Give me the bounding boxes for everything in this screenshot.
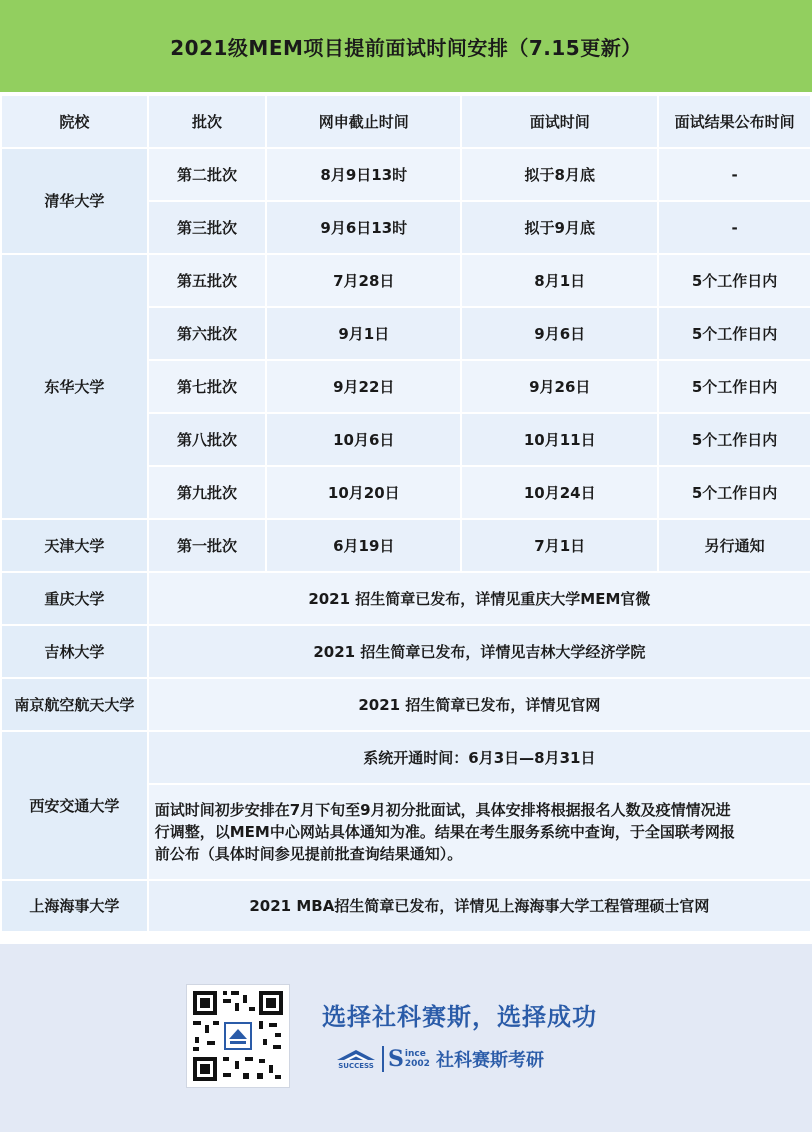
deadline-cell: 9月6日13时 — [267, 202, 460, 253]
info-cell: 2021 招生简章已发布，详情见官网 — [149, 679, 810, 730]
logo-text: SUCCESS — [338, 1061, 374, 1070]
brand-logo — [336, 1044, 544, 1074]
interview-cell: 9月6日 — [462, 308, 657, 359]
info-cell: 2021 招生简章已发布，详情见吉林大学经济学院 — [149, 626, 810, 677]
brand-name: 社科赛斯考研 — [435, 1050, 544, 1071]
result-cell: 5个工作日内 — [659, 361, 810, 412]
header-school: 院校 — [2, 96, 147, 147]
detail-line: 面试时间初步安排在7月下旬至9月初分批面试，具体安排将根据报名人数及疫情情况进 — [154, 801, 731, 819]
info-cell: 2021 招生简章已发布，详情见重庆大学MEM官微 — [149, 573, 810, 624]
header-result: 面试结果公布时间 — [659, 96, 810, 147]
interview-cell: 拟于9月底 — [462, 202, 657, 253]
deadline-cell: 9月1日 — [267, 308, 460, 359]
result-cell: 5个工作日内 — [659, 414, 810, 465]
batch-cell: 第八批次 — [149, 414, 266, 465]
table-row — [2, 149, 810, 200]
qr-code-icon — [186, 984, 290, 1088]
table-row — [2, 881, 810, 931]
deadline-cell: 7月28日 — [267, 255, 460, 306]
batch-cell: 第三批次 — [149, 202, 266, 253]
school-name: 清华大学 — [2, 149, 147, 253]
result-cell: - — [659, 202, 810, 253]
result-cell: 5个工作日内 — [659, 308, 810, 359]
since-year: 2002 — [404, 1059, 430, 1069]
batch-cell: 第一批次 — [149, 520, 266, 571]
school-name: 西安交通大学 — [2, 732, 147, 879]
table-row — [2, 520, 810, 571]
page-title — [0, 0, 812, 92]
slogan: 选择社科赛斯，选择成功 — [322, 1003, 597, 1031]
deadline-cell: 8月9日13时 — [267, 149, 460, 200]
interview-cell: 拟于8月底 — [462, 149, 657, 200]
school-name: 南京航空航天大学 — [2, 679, 147, 730]
table-row — [2, 732, 810, 783]
result-cell: 另行通知 — [659, 520, 810, 571]
result-cell: 5个工作日内 — [659, 255, 810, 306]
header-interview: 面试时间 — [462, 96, 657, 147]
school-name: 吉林大学 — [2, 626, 147, 677]
header-row — [2, 96, 810, 147]
since-mark — [382, 1046, 430, 1072]
table-row — [2, 626, 810, 677]
interview-cell: 8月1日 — [462, 255, 657, 306]
school-name: 上海海事大学 — [2, 881, 147, 931]
school-name: 东华大学 — [2, 255, 147, 518]
interview-cell: 7月1日 — [462, 520, 657, 571]
batch-cell: 第六批次 — [149, 308, 266, 359]
detail-line: 前公布（具体时间参见提前批查询结果通知）。 — [154, 845, 463, 863]
interview-cell: 10月11日 — [462, 414, 657, 465]
batch-cell: 第五批次 — [149, 255, 266, 306]
deadline-cell: 10月6日 — [267, 414, 460, 465]
system-time-cell: 系统开通时间：6月3日—8月31日 — [149, 732, 810, 783]
since-top: ince — [404, 1049, 426, 1059]
header-deadline: 网申截止时间 — [267, 96, 460, 147]
deadline-cell: 9月22日 — [267, 361, 460, 412]
table-row — [2, 573, 810, 624]
interview-cell: 9月26日 — [462, 361, 657, 412]
table-row — [2, 679, 810, 730]
batch-cell: 第二批次 — [149, 149, 266, 200]
schedule-table — [0, 94, 812, 933]
interview-cell: 10月24日 — [462, 467, 657, 518]
batch-cell: 第七批次 — [149, 361, 266, 412]
result-cell: - — [659, 149, 810, 200]
detail-cell — [149, 785, 810, 879]
info-cell: 2021 MBA招生简章已发布，详情见上海海事大学工程管理硕士官网 — [149, 881, 810, 931]
header-batch: 批次 — [149, 96, 266, 147]
success-logo-icon — [336, 1049, 376, 1070]
result-cell: 5个工作日内 — [659, 467, 810, 518]
since-s: S — [388, 1046, 404, 1072]
title-text: 2021级MEM项目提前面试时间安排（7.15更新） — [170, 35, 642, 60]
deadline-cell: 10月20日 — [267, 467, 460, 518]
table-row — [2, 255, 810, 306]
batch-cell: 第九批次 — [149, 467, 266, 518]
school-name: 重庆大学 — [2, 573, 147, 624]
footer — [0, 944, 812, 1132]
deadline-cell: 6月19日 — [267, 520, 460, 571]
detail-line: 行调整，以MEM中心网站具体通知为准。结果在考生服务系统中查询，于全国联考网报 — [154, 823, 735, 841]
school-name: 天津大学 — [2, 520, 147, 571]
